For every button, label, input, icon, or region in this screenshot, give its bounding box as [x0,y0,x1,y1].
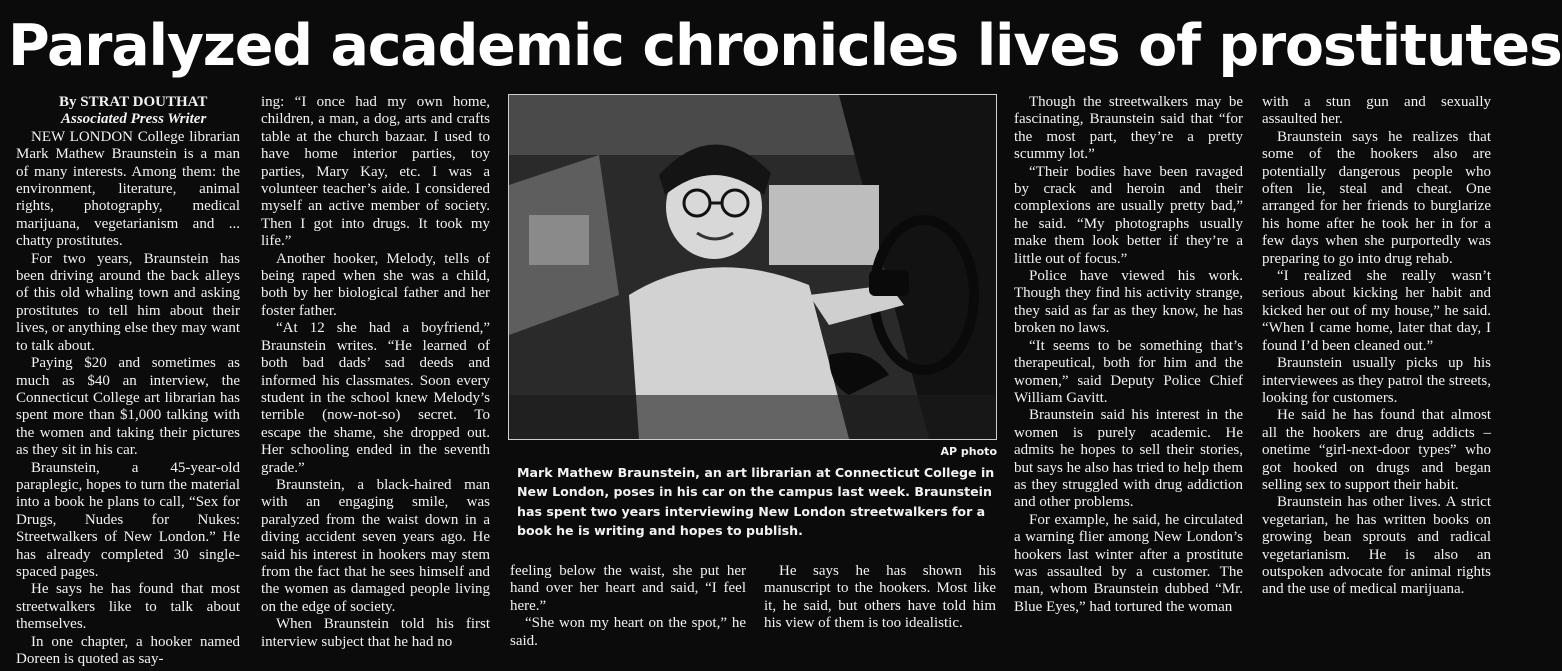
article-paragraph: Another hooker, Melody, tells of being raped when she was a child, both by her biological father and her foster father. [261,250,490,319]
headline: Paralyzed academic chronicles lives of prostitutes [8,13,1562,79]
article-column-3 [510,563,746,663]
article-paragraph: NEW LONDON College librarian Mark Mathew Braunstein is a man of many interests. Among them: the environment, literature, animal rights, photography, medical marijuana, vegetarianism and ... chatty prostitutes. [16,128,240,250]
article-paragraph: For example, he said, he circulated a warning flier among New London’s hookers last winter after a prostitute was assaulted by a customer. The man, whom Braunstein dubbed “Mr. Blue Eyes,” had tortured the woman [1014,511,1243,615]
article-column-4 [764,563,996,663]
article-paragraph: Braunstein says he realizes that some of the hookers also are potentially dangerous people who often lie, steal and cheat. One arranged for her friends to burglarize his home after he took her in for a few days when she purportedly was preparing to go into drug rehab. [1262,128,1491,267]
article-column-2 [261,94,490,654]
article-paragraph: Braunstein said his interest in the women is purely academic. He admits he hopes to sell their stories, but says he also has tried to help them as they struggled with drug addiction and other problems. [1014,407,1243,511]
article-column-5 [1014,94,1243,654]
photo-illustration [509,95,996,439]
article-paragraph: Braunstein, a black-haired man with an engaging smile, was paralyzed from the waist down in a diving accident seven years ago. He said his interest in hookers may stem from the fact that he sees himself and the women as damaged people living on the edge of society. [261,476,490,615]
article-paragraph: Braunstein has other lives. A strict vegetarian, he has written books on growing bean sprouts and radical vegetarianism. He is also an outspoken advocate for animal rights and the use of medical marijuana. [1262,494,1491,598]
article-paragraph: “Their bodies have been ravaged by crack and heroin and their complexions are usually pretty bad,” he said. “My photographs usually make them look better if they’re a little out of focus.” [1014,163,1243,267]
article-paragraph: “It seems to be something that’s therapeutical, both for him and the women,” said Deputy Police Chief William Gavitt. [1014,337,1243,406]
byline-credit: Associated Press Writer [61,111,207,128]
article-paragraph: Paying $20 and sometimes as much as $40 an interview, the Connecticut College art librarian has spent more than $1,000 talking with the women and taking their pictures as they sit in his car. [16,355,240,459]
article-paragraph: with a stun gun and sexually assaulted her. [1262,94,1491,128]
article-paragraph: He says he has found that most streetwalkers like to talk about themselves. [16,581,240,633]
news-photo [508,94,997,440]
article-paragraph: “At 12 she had a boyfriend,” Braunstein writes. “He learned of both bad dads’ sad deeds and informed his classmates. Soon every student in the school knew Melody’s terrible (now-not-so) secret. To escape the shame, she dropped out. Her schooling ended in the seventh grade.” [261,320,490,476]
article-column-6 [1262,94,1491,654]
article-paragraph: When Braunstein told his first interview subject that he had no [261,616,490,650]
article-paragraph: ing: “I once had my own home, children, a man, a dog, arts and crafts table at the church bazaar. I used to have home interior parties, toy parties, Mary Kay, etc. I was a volunteer teacher’s aide. I considered myself an active member of society. Then I got into drugs. It took my life.” [261,94,490,250]
article-paragraph: For two years, Braunstein has been driving around the back alleys of this old whaling town and asking prostitutes to tell him about their lives, or anything else they may want to talk about. [16,250,240,354]
article-paragraph: Braunstein, a 45-year-old paraplegic, hopes to turn the material into a book he plans to call, “Sex for Drugs, Nudes for Nukes: Streetwalkers of New London.” He has already completed 30 single-spaced pages. [16,459,240,580]
article-paragraph: Braunstein usually picks up his interviewees as they patrol the streets, looking for customers. [1262,355,1491,406]
article-paragraph: “She won my heart on the spot,” he said. [510,615,746,649]
article-paragraph: In one chapter, a hooker named Doreen is quoted as say- [16,633,240,667]
photo-caption: Mark Mathew Braunstein, an art librarian at Connecticut College in New London, poses in his car on the campus last week. Braunstein has spent two years interviewing New London streetwalkers for a book he is writing and hopes to publish. [517,465,995,539]
article-column-1 [16,94,240,667]
article-paragraph: He said he has found that almost all the hookers are drug addicts – onetime “girl-next-door types” who got hooked on drugs and began selling sex to support their habit. [1262,407,1491,493]
photo-credit: AP photo [940,445,997,458]
article-paragraph: Though the streetwalkers may be fascinating, Braunstein said that “for the most part, they’re a pretty scummy lot.” [1014,94,1243,163]
article-paragraph: Police have viewed his work. Though they find his activity strange, they said as far as they know, he has broken no laws. [1014,268,1243,337]
article-paragraph: “I realized she really wasn’t serious about kicking her habit and kicked her out of my house,” he said. “When I came home, later that day, I found I’d been cleaned out.” [1262,268,1491,354]
article-paragraph: He says he has shown his manuscript to the hookers. Most like it, he said, but others have told him his view of them is too idealistic. [764,563,996,632]
article-paragraph: feeling below the waist, she put her hand over her heart and said, “I feel here.” [510,563,746,614]
byline: By STRAT DOUTHAT [59,94,208,110]
